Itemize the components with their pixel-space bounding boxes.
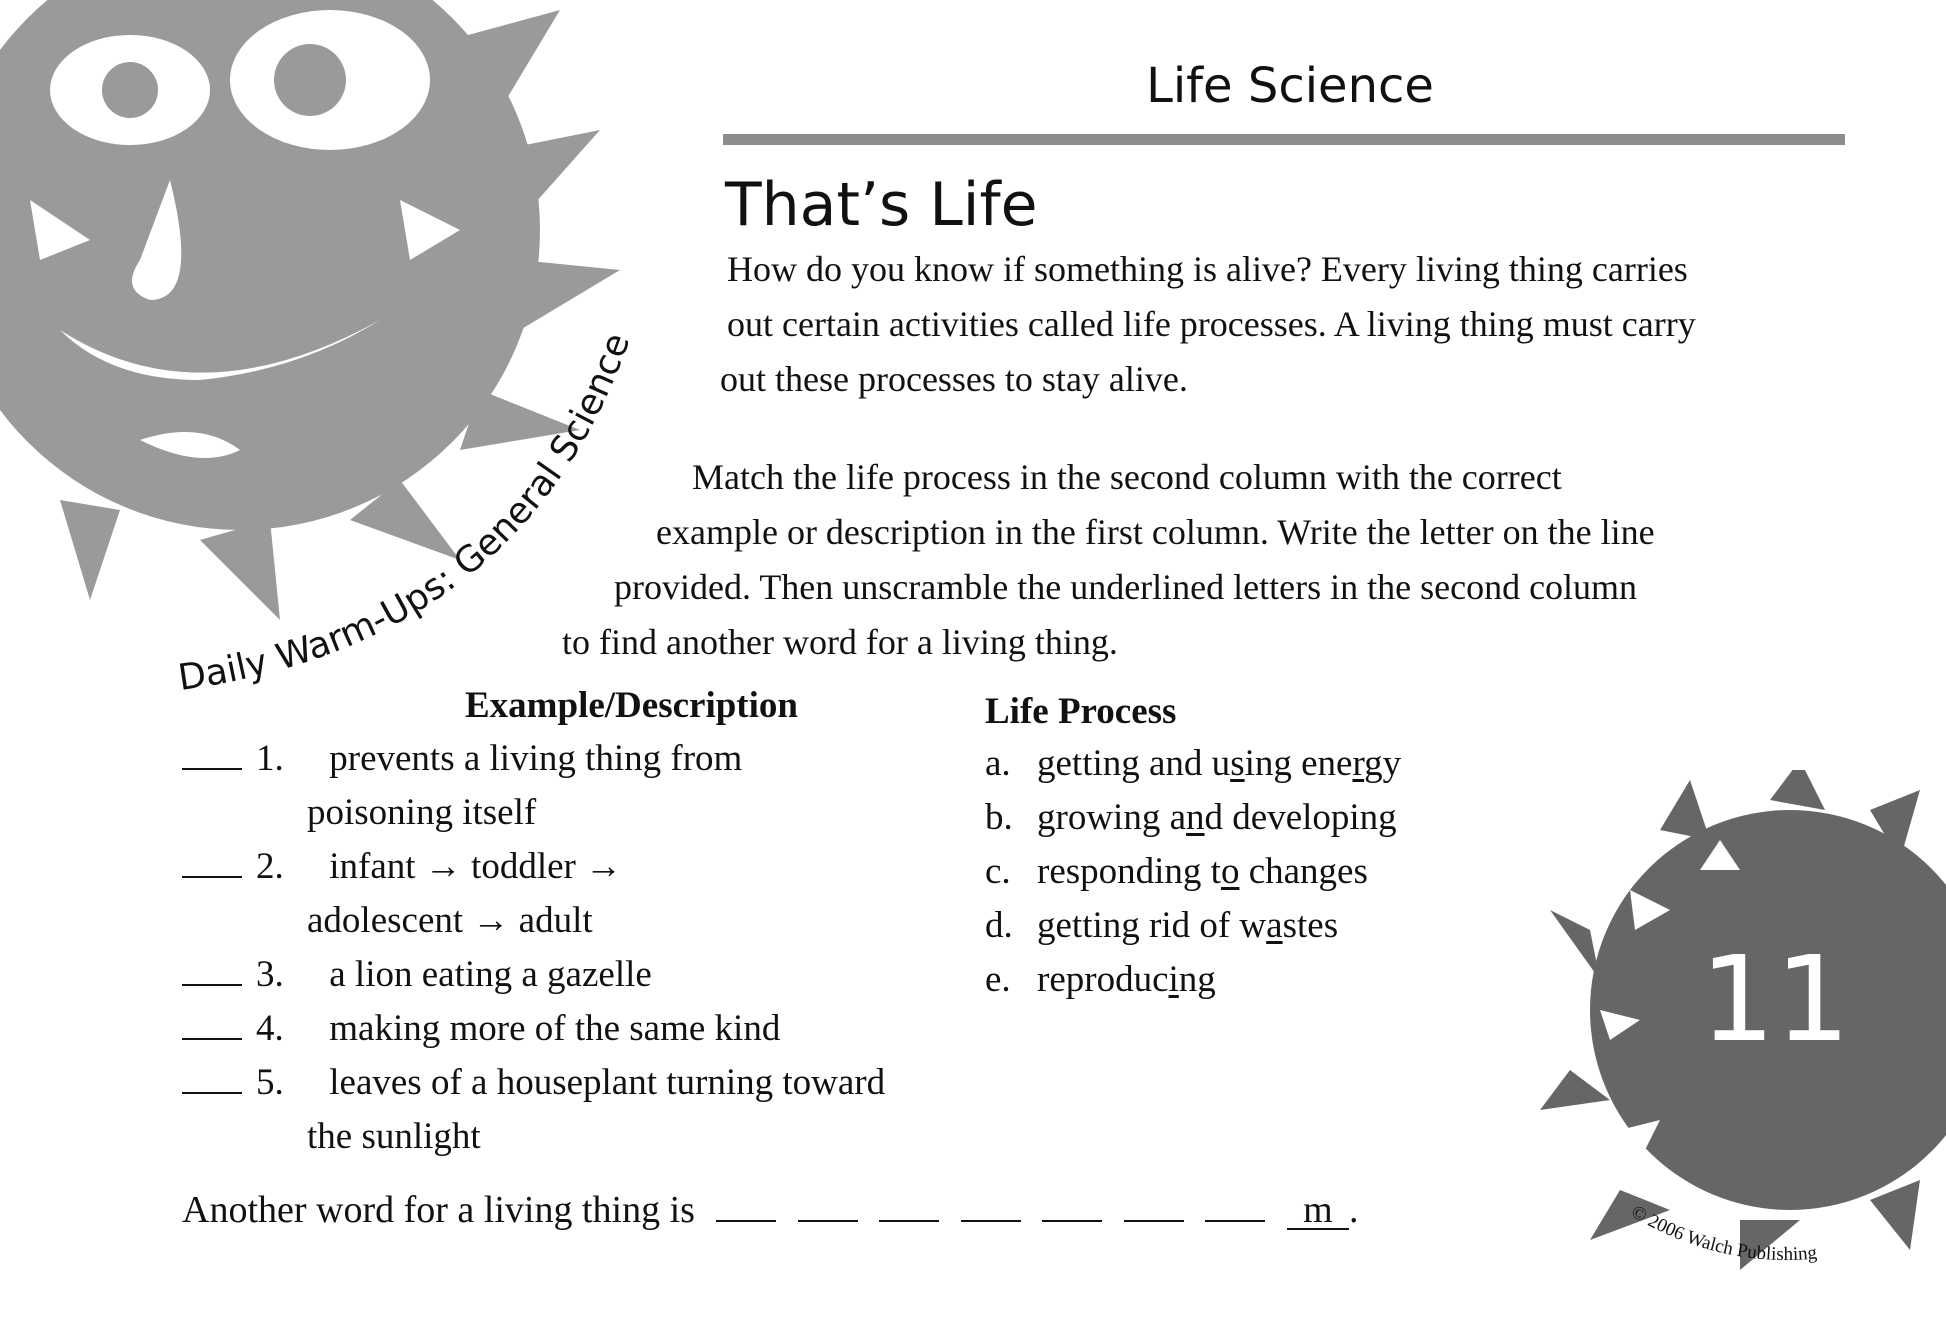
list-item: [182, 953, 652, 996]
answer-letter-blank[interactable]: [961, 1190, 1021, 1222]
process-letter: b.: [985, 797, 1013, 838]
answer-prompt: Another word for a living thing is: [182, 1189, 695, 1231]
answer-blank[interactable]: [182, 954, 242, 986]
answer-letter-blank[interactable]: [879, 1190, 939, 1222]
item-text-continued: poisoning itself: [307, 792, 537, 833]
list-item: [182, 1007, 780, 1050]
list-item: [182, 845, 622, 888]
underlined-letter: n: [1186, 797, 1205, 838]
series-label-arc: [0, 0, 720, 720]
underlined-letter: o: [1220, 851, 1240, 892]
answer-line: [182, 1188, 1358, 1232]
instructions-line: Match the life process in the second column with the correct: [692, 457, 1562, 497]
process-column-heading: Life Process: [985, 691, 1177, 732]
list-item: [182, 737, 742, 780]
process-item: d. getting rid of wastes: [985, 905, 1339, 946]
answer-period: .: [1348, 1189, 1359, 1231]
process-item: a. getting and using energy: [985, 743, 1402, 784]
item-number: 4.: [256, 1008, 284, 1049]
answer-blank[interactable]: [182, 846, 242, 878]
answer-blank[interactable]: [182, 738, 242, 770]
answer-blank[interactable]: [182, 1062, 242, 1094]
underlined-letter: s: [1230, 743, 1245, 784]
svg-text:© 2006 Walch Publishing: [1628, 1201, 1819, 1265]
process-letter: d.: [985, 905, 1013, 946]
underlined-letter: g: [1141, 797, 1161, 838]
intro-text-line: out certain activities called life processes. A living thing must carry: [727, 304, 1696, 344]
process-item: c. responding to changes: [985, 851, 1368, 892]
subject-header: Life Science: [1146, 58, 1434, 114]
answer-letter-blank[interactable]: [1205, 1190, 1265, 1222]
item-text: leaves of a houseplant turning toward: [329, 1062, 886, 1103]
process-letter: a.: [985, 743, 1011, 784]
instructions-line: example or description in the first column. Write the letter on the line: [656, 512, 1655, 552]
underlined-letter: a: [1266, 905, 1283, 946]
page-number: 11: [1700, 930, 1851, 1068]
item-number: 3.: [256, 954, 284, 995]
item-text-continued: the sunlight: [307, 1116, 481, 1157]
item-number: 1.: [256, 738, 284, 779]
intro-text-line: out these processes to stay alive.: [720, 359, 1188, 399]
copyright-arc: [1620, 1195, 1850, 1275]
answer-letter-blank[interactable]: [1042, 1190, 1102, 1222]
process-letter: c.: [985, 851, 1011, 892]
item-text: making more of the same kind: [329, 1008, 781, 1049]
header-rule: [723, 134, 1845, 145]
answer-letter-blank[interactable]: [716, 1190, 776, 1222]
page-title: That’s Life: [725, 170, 1038, 240]
process-item: e. reproducing: [985, 959, 1216, 1000]
example-column-heading: Example/Description: [465, 685, 798, 726]
series-label: Daily Warm-Ups: General Science: [175, 327, 639, 699]
list-item: [182, 1061, 885, 1104]
intro-text-line: How do you know if something is alive? Every living thing carries: [727, 249, 1688, 289]
item-text: infant → toddler →: [329, 846, 623, 887]
underlined-letter: r: [1352, 743, 1365, 784]
answer-letter-blank[interactable]: [1124, 1190, 1184, 1222]
answer-letter-blank[interactable]: [798, 1190, 858, 1222]
item-number: 5.: [256, 1062, 284, 1103]
item-number: 2.: [256, 846, 284, 887]
process-letter: e.: [985, 959, 1011, 1000]
given-letter: m: [1287, 1192, 1349, 1230]
item-text: a lion eating a gazelle: [329, 954, 652, 995]
copyright-text: © 2006 Walch Publishing: [1627, 1201, 1818, 1266]
underlined-letter: i: [1168, 959, 1179, 1000]
answer-blank[interactable]: [182, 1008, 242, 1040]
item-text: prevents a living thing from: [329, 738, 743, 779]
item-text-continued: adolescent → adult: [307, 900, 593, 941]
instructions-line: to find another word for a living thing.: [562, 622, 1118, 662]
instructions-line: provided. Then unscramble the underlined letters in the second column: [614, 567, 1638, 607]
process-item: b. growing and developing: [985, 797, 1397, 838]
